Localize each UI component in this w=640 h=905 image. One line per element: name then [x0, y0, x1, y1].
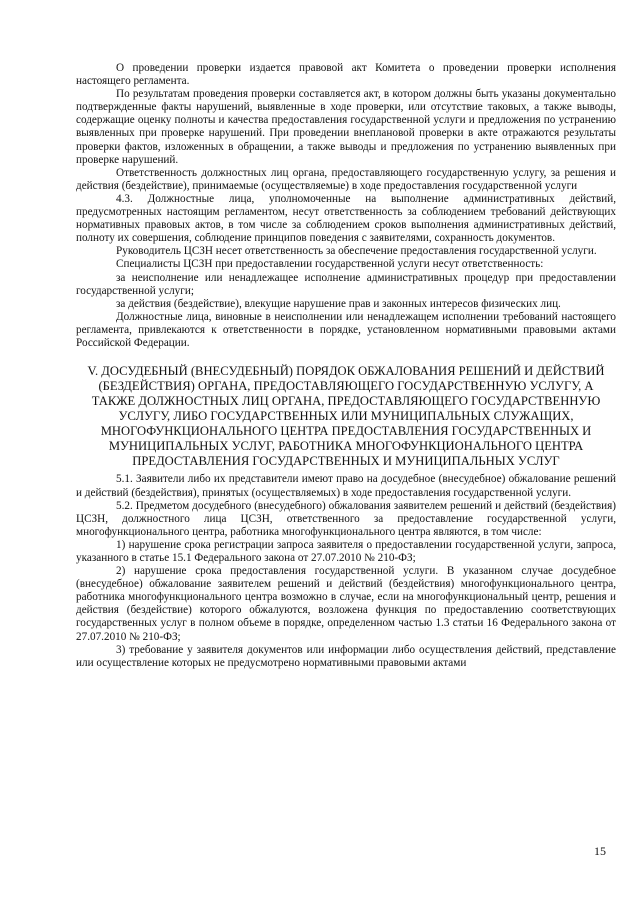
paragraph-head-responsibility: Руководитель ЦСЗН несет ответственность за обеспечение предоставления государственной услуги.	[116, 245, 597, 258]
paragraph-actions-inaction: за действия (бездействие), влекущие нарушение прав и законных интересов физических лиц.	[116, 297, 561, 310]
paragraph-4-3: 4.3. Должностные лица, уполномоченные на выполнение административных действий, предусмотренных настоящим регламентом, несут ответственность за соблюдением требований действующих нормативных правовых актов, в том числе за соблюдением сроков выполнения административных действий, полноту их совершения, соблюдение принципов поведения с заявителями, сохранность документов.	[76, 192, 616, 245]
paragraph-liability: Должностные лица, виновные в неисполнении или ненадлежащем исполнении требований настоящего регламента, привлекаются к ответственности в порядке, установленном нормативными правовыми актами Российской Федерации.	[76, 310, 616, 349]
paragraph-responsibility-heading: Ответственность должностных лиц органа, предоставляющего государственную услугу, за решения и действия (бездействие), принимаемые (осуществляемые) в ходе предоставления государственной услуги	[76, 166, 616, 192]
paragraph-specialists: Специалисты ЦСЗН при предоставлении государственной услуги несут ответственность:	[116, 258, 544, 271]
list-item-2: 2) нарушение срока предоставления государственной услуги. В указанном случае досудебное (внесудебное) обжалование заявителем решений и действий (бездействия) многофункционального центра, работника многофункционального центра возможно в случае, если на многофункциональный центр, решения и действия (бездействие) которого обжалуются, возложена функция по предоставлению соответствующих государственных услуг в полном объеме в порядке, определенном частью 1.3 статьи 16 Федерального закона от 27.07.2010 № 210-ФЗ;	[76, 565, 616, 643]
paragraph-5-2: 5.2. Предметом досудебного (внесудебного) обжалования заявителем решений и действий (бездействия) ЦСЗН, должностного лица ЦСЗН, ответственного за предоставление государственной услуги, многофункционального центра, работника многофункционального центра являются, в том числе:	[76, 499, 616, 538]
page-number: 15	[594, 844, 606, 858]
paragraph-inspection-act: О проведении проверки издается правовой акт Комитета о проведении проверки исполнения настоящего регламента.	[76, 62, 616, 88]
paragraph-5-1: 5.1. Заявители либо их представители имеют право на досудебное (внесудебное) обжалование решений и действий (бездействия), принятых (осуществляемых) в ходе предоставления государственной услуги.	[76, 473, 616, 499]
list-item-3: 3) требование у заявителя документов или информации либо осуществления действий, представление или осуществление которых не предусмотрено нормативными правовыми актами	[76, 643, 616, 669]
list-item-1: 1) нарушение срока регистрации запроса заявителя о предоставлении государственной услуги, запроса, указанного в статье 15.1 Федерального закона от 27.07.2010 № 210-ФЗ;	[76, 538, 616, 564]
paragraph-nonperformance: за неисполнение или ненадлежащее исполнение административных процедур при предоставлении государственной услуги;	[76, 271, 616, 297]
section-heading: V. ДОСУДЕБНЫЙ (ВНЕСУДЕБНЫЙ) ПОРЯДОК ОБЖАЛОВАНИЯ РЕШЕНИЙ И ДЕЙСТВИЙ (БЕЗДЕЙСТВИЯ) ОРГАНА, ПРЕДОСТАВЛЯЮЩЕГО ГОСУДАРСТВЕННУЮ УСЛУГУ, А ТАКЖЕ ДОЛЖНОСТНЫХ ЛИЦ ОРГАНА, ПРЕДОСТАВЛЯЮЩЕГО ГОСУДАРСТВЕННУЮ УСЛУГУ, ЛИБО ГОСУДАРСТВЕННЫХ ИЛИ МУНИЦИПАЛЬНЫХ СЛУЖАЩИХ, МНОГОФУНКЦИОНАЛЬНОГО ЦЕНТРА ПРЕДОСТАВЛЕНИЯ ГОСУДАРСТВЕННЫХ И МУНИЦИПАЛЬНЫХ УСЛУГ, РАБОТНИКА МНОГОФУНКЦИОНАЛЬНОГО ЦЕНТРА ПРЕДОСТАВЛЕНИЯ ГОСУДАРСТВЕННЫХ И МУНИЦИПАЛЬНЫХ УСЛУГ	[87, 364, 605, 468]
paragraph-inspection-results: По результатам проведения проверки составляется акт, в котором должны быть указаны документально подтвержденные факты нарушений, выявленные в ходе проверки, или отсутствие таковых, а также выводы, содержащие оценку полноты и качества предоставления государственной услуги и предложения по устранению выявленных при проверке нарушений. При проведении внеплановой проверки в акте отражаются результаты проверки фактов, изложенных в обращении, а также выводы и предложения по устранению выявленных при проверке нарушений.	[76, 88, 616, 166]
